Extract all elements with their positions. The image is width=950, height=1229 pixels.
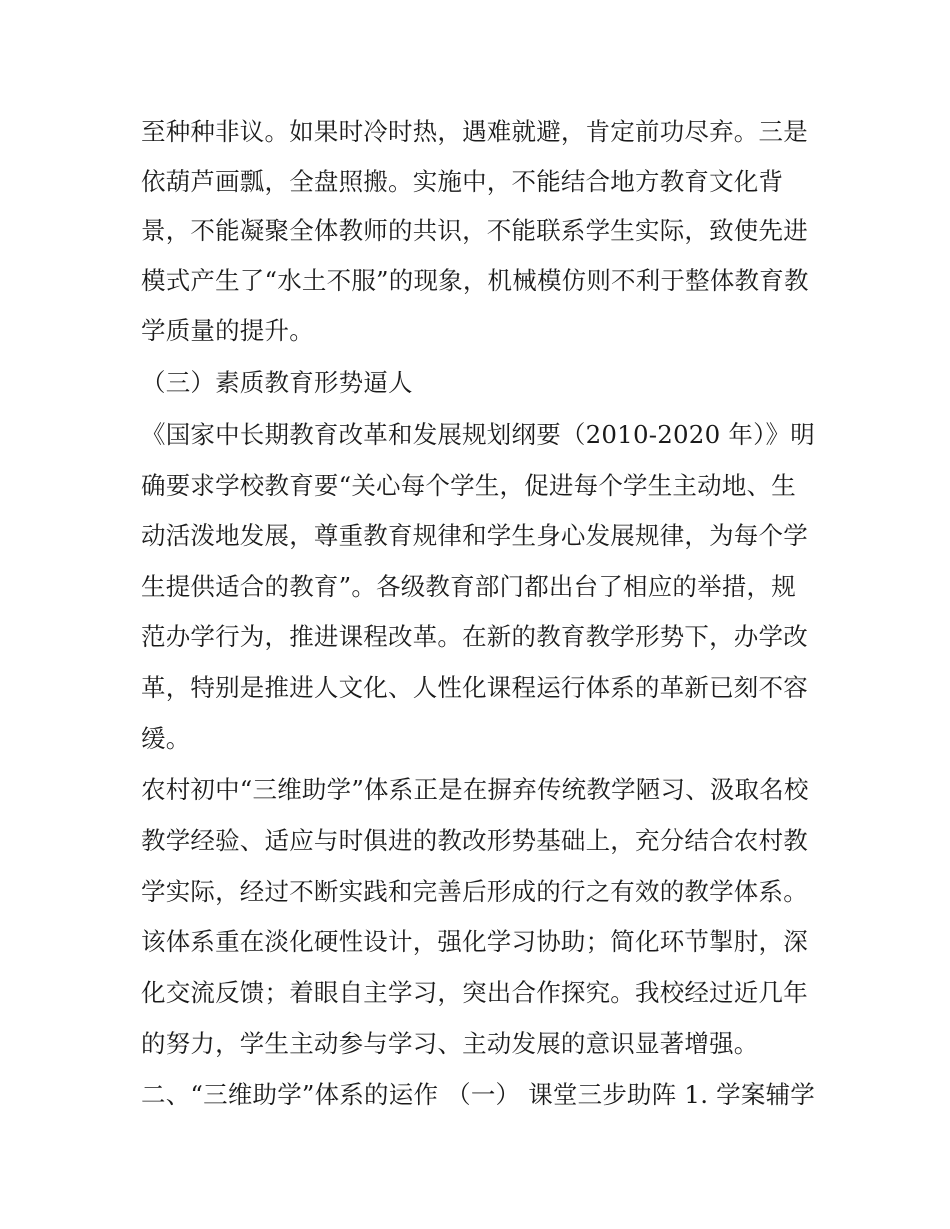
text-line: 学实际，经过不断实践和完善后形成的行之有效的教学体系。 (141, 877, 808, 906)
text-line: 该体系重在淡化硬性设计，强化学习协助；简化环节掣肘，深 (141, 927, 808, 956)
text-line: 动活泼地发展，尊重教育规律和学生身心发展规律，为每个学 (141, 521, 808, 550)
text-line: 缓。 (141, 724, 191, 753)
text-line: 《国家中长期教育改革和发展规划纲要（2010-2020 年）》明 (141, 420, 815, 449)
section-heading: （三）素质教育形势逼人 (141, 368, 413, 397)
text-line: 范办学行为，推进课程改革。在新的教育教学形势下，办学改 (141, 622, 808, 651)
text-line: 的努力，学生主动参与学习、主动发展的意识显著增强。 (141, 1029, 759, 1058)
text-line: 革，特别是推进人文化、人性化课程运行体系的革新已刻不容 (141, 673, 808, 702)
text-line: 生提供适合的教育”。各级教育部门都出台了相应的举措，规 (141, 572, 796, 601)
text-line: 依葫芦画瓢，全盘照搬。实施中，不能结合地方教育文化背 (141, 167, 784, 196)
text-line: 模式产生了“水土不服”的现象，机械模仿则不利于整体教育教 (141, 266, 809, 295)
text-line: 学质量的提升。 (141, 316, 314, 345)
text-line: 教学经验、适应与时俱进的教改形势基础上，充分结合农村教 (141, 826, 808, 855)
text-line: 确要求学校教育要“关心每个学生，促进每个学生主动地、生 (141, 471, 796, 500)
text-line: 景，不能凝聚全体教师的共识，不能联系学生实际，致使先进 (141, 216, 808, 245)
text-line: 化交流反馈；着眼自主学习，突出合作探究。我校经过近几年 (141, 978, 808, 1007)
text-line: 至种种非议。如果时冷时热，遇难就避，肯定前功尽弃。三是 (141, 117, 808, 146)
section-heading: 二、“三维助学”体系的运作 （一） 课堂三步助阵 1. 学案辅学 (141, 1080, 815, 1109)
text-line: 农村初中“三维助学”体系正是在摒弃传统教学陋习、汲取名校 (141, 775, 809, 804)
